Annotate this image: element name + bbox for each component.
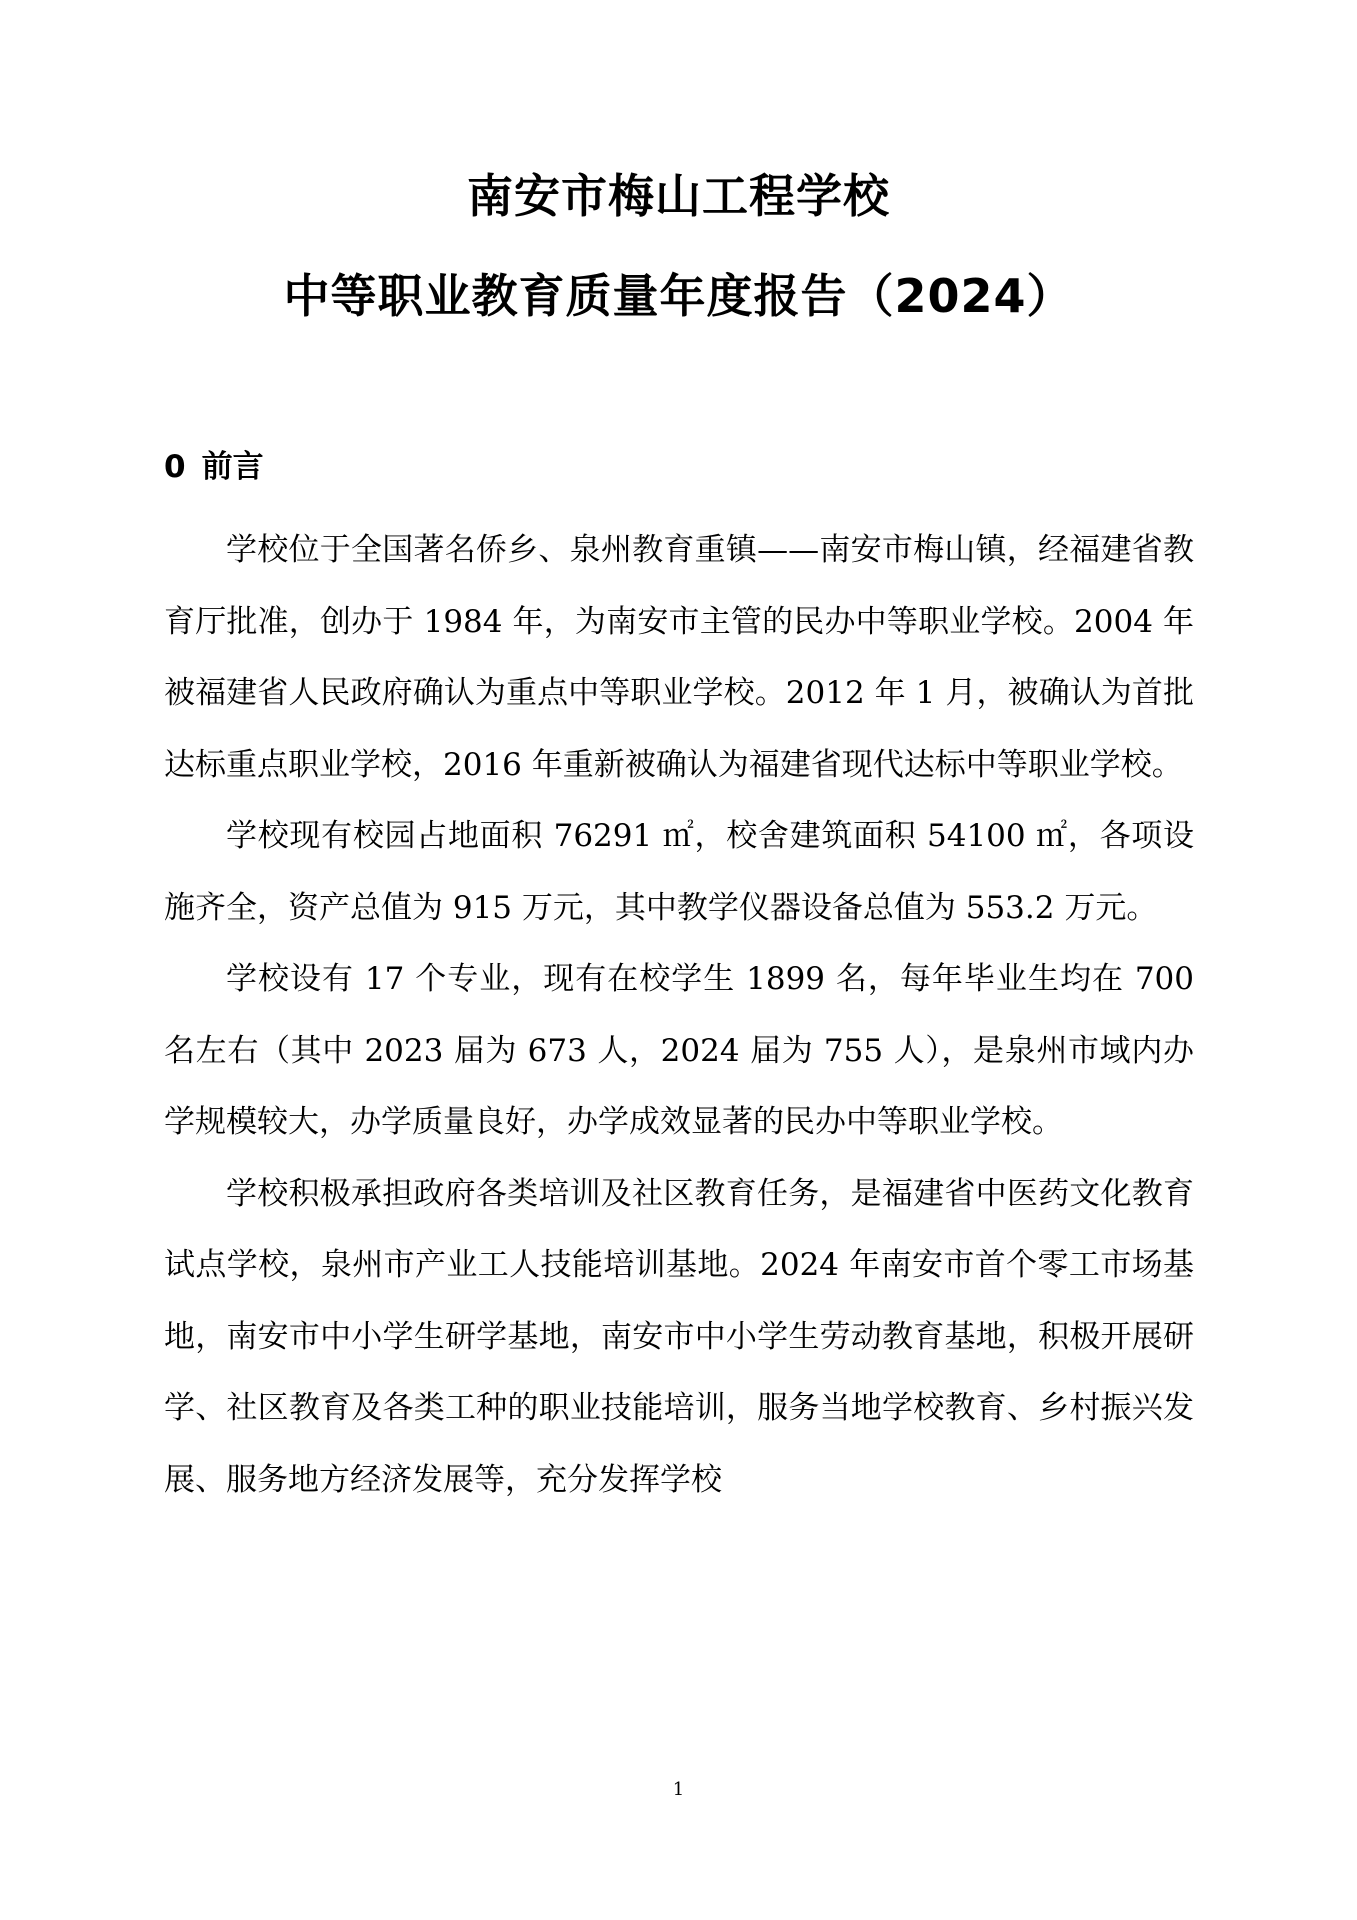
paragraph-training-services: 学校积极承担政府各类培训及社区教育任务，是福建省中医药文化教育试点学校，泉州市产业工人技能培训基地。2024 年南安市首个零工市场基地，南安市中小学生研学基地，南安市中小学生劳动教育基地，积极开展研学、社区教育及各类工种的职业技能培训，服务当地学校教育、乡村振兴发展、服务地方经济发展等，充分发挥学校 [164, 1175, 1194, 1498]
document-title-school: 南安市梅山工程学校 [467, 169, 890, 223]
paragraph-majors-students: 学校设有 17 个专业，现有在校学生 1899 名，每年毕业生均在 700 名左右（其中 2023 届为 673 人，2024 届为 755 人），是泉州市域内办学规模较大，办学质量良好，办学成效显著的民办中等职业学校。 [164, 961, 1194, 1140]
body-text [164, 515, 1194, 1516]
section-heading [164, 445, 264, 489]
section-number: 0 [164, 449, 186, 485]
document-title-report: 中等职业教育质量年度报告（2024） [283, 269, 1074, 323]
page-number: 1 [672, 1779, 685, 1800]
paragraph-school-history: 学校位于全国著名侨乡、泉州教育重镇——南安市梅山镇，经福建省教育厅批准，创办于 1984 年，为南安市主管的民办中等职业学校。2004 年被福建省人民政府确认为重点中等职业学校。2012 年 1 月，被确认为首批达标重点职业学校，2016 年重新被确认为福建省现代达标中等职业学校。 [164, 532, 1194, 783]
section-heading-text: 前言 [201, 449, 264, 485]
paragraph-campus-facilities: 学校现有校园占地面积 76291 ㎡，校舍建筑面积 54100 ㎡，各项设施齐全，资产总值为 915 万元，其中教学仪器设备总值为 553.2 万元。 [164, 818, 1194, 926]
